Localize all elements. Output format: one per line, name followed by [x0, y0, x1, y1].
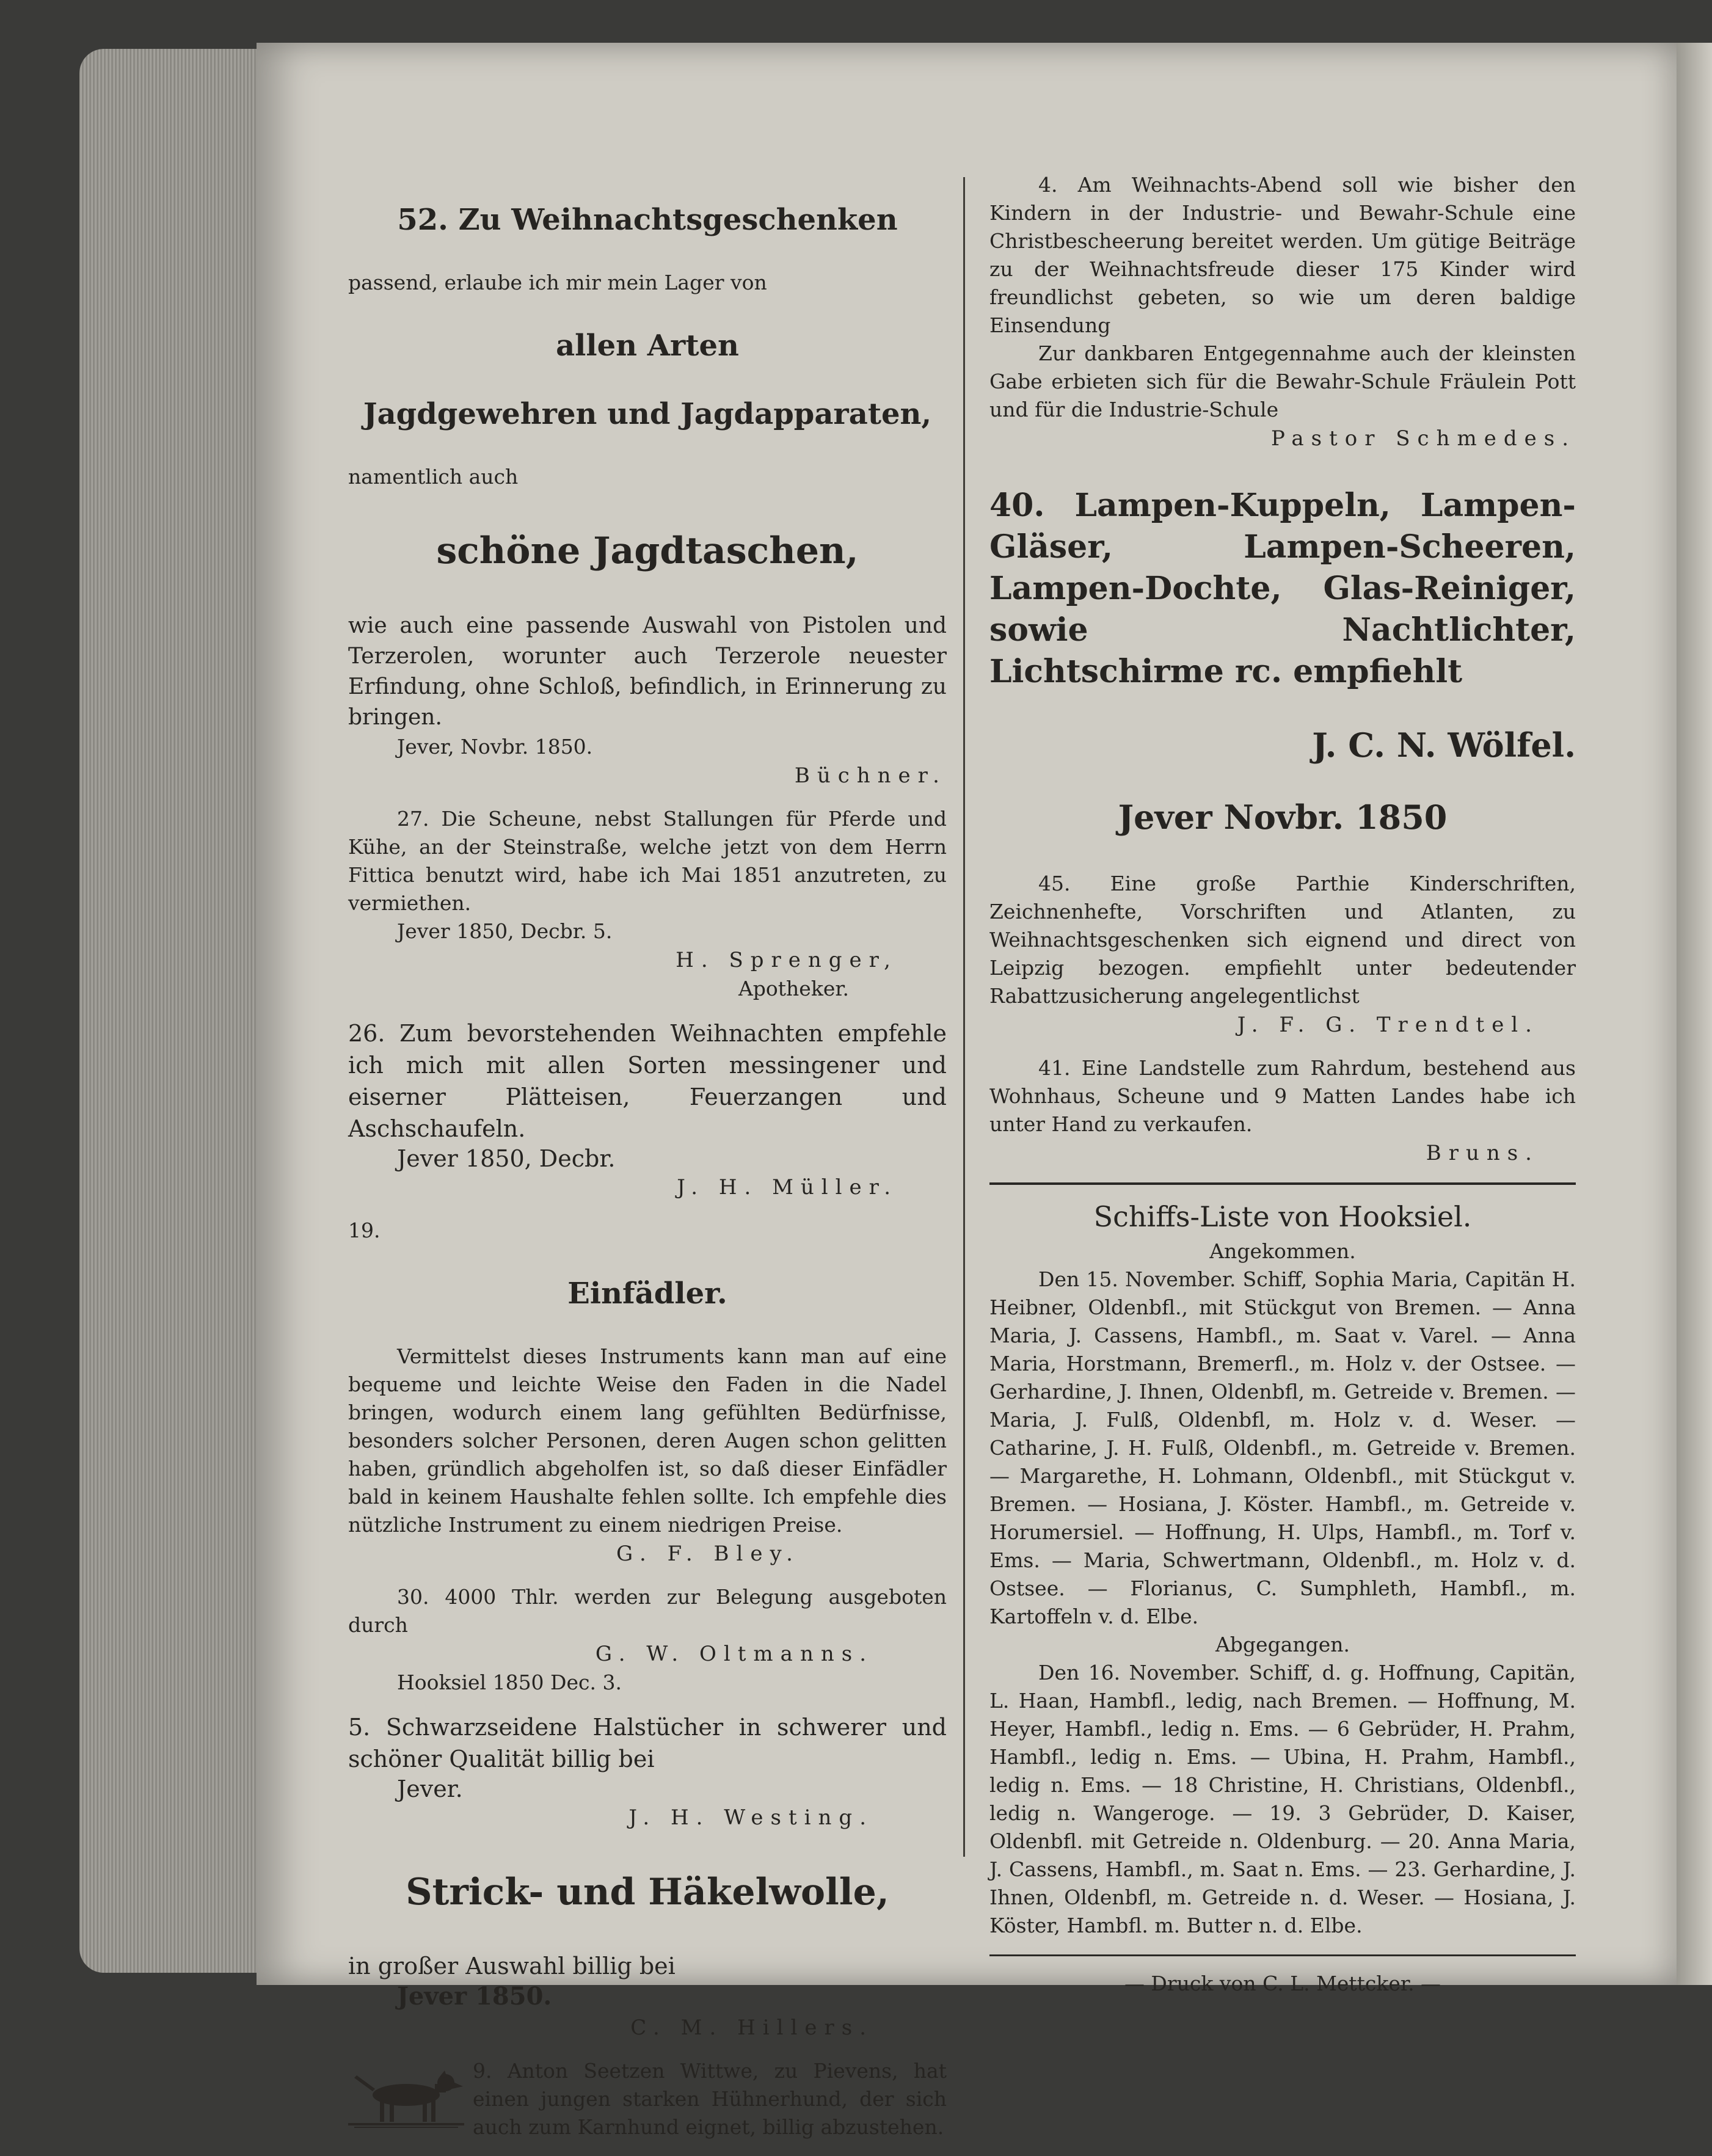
ad-wool-place: Jever 1850. [397, 1982, 552, 2011]
ship-list-title: Schiffs-Liste von Hooksiel. [1093, 1200, 1472, 1233]
ad-9-dog [348, 2057, 947, 2141]
ad-26-place-date: Jever 1850, Decbr. [397, 1145, 616, 1172]
ad-19-title: Einfädler. [567, 1276, 727, 1311]
ad-40-body: 40. Lampen-Kuppeln, Lampen-Gläser, Lampen-Scheeren, Lampen-Dochte, Glas-Reiniger, sowie Nachtlichter, Lichtschirme rc. empfiehlt [989, 487, 1576, 690]
ad-45-signature: J. F. G. Trendtel. [1237, 1013, 1539, 1037]
ad-40-lamps [989, 485, 1576, 837]
ad-5-scarves [348, 1711, 947, 1832]
ad-45-body: 45. Eine große Parthie Kinderschriften, Zeichnenhefte, Vorschriften und Atlanten, zu Weihnachtsgeschenken sich eignend und direct von Leipzig bezogen. empfiehlt unter bedeutender Rabattzusicherung angelegentlichst [989, 872, 1576, 1008]
right-column [989, 171, 1576, 1998]
ship-list [989, 1198, 1576, 1940]
ad-19-threader [348, 1217, 947, 1568]
ad-30-loan [348, 1583, 947, 1697]
ad-19-body: Vermittelst dieses Instruments kann man auf eine bequeme und leichte Weise den Faden in die Nadel bringen, wodurch einem lang gefühlten Bedürfnisse, besonders solcher Personen, deren Augen schon gelitten haben, gründlich abgeholfen ist, so daß dieser Einfädler bald in keinem Haushalte fehlen sollte. Ich empfehle dies nützliche Instrument zu einem niedrigen Preise. [348, 1344, 947, 1537]
ad-4-christmas [989, 171, 1576, 453]
ship-list-arrived: Den 15. November. Schiff, Sophia Maria, Capitän H. Heibner, Oldenbfl., mit Stückgut von Bremen. — Anna Maria, J. Cassens, Hambfl., m. Saat v. Varel. — Anna Maria, Horstmann, Bremerfl., m. Holz v. der Ostsee. — Gerhardine, J. Ihnen, Oldenbfl, m. Getreide v. Bremen. — Maria, J. Fulß, Oldenbfl, m. Holz v. d. Weser. — Catharine, J. H. Fulß, Oldenbfl., m. Getreide v. Bremen. — Margarethe, H. Lohmann, Oldenbfl., mit Stückgut v. Bremen. — Hosiana, J. Köster. Hambfl., m. Getreide v. Horumersiel. — Hoffnung, H. Ulps, Hambfl., m. Torf v. Ems. — Maria, Schwertmann, Oldenbfl., m. Holz v. d. Ostsee. — Florianus, C. Sumphleth, Hambfl., m. Kartoffeln v. d. Elbe. [989, 1267, 1576, 1628]
ad-52-headline: 52. Zu Weihnachtsgeschenken [397, 203, 898, 237]
ship-list-departed-heading: Abgegangen. [1215, 1633, 1350, 1656]
ad-41-estate [989, 1054, 1576, 1168]
ad-5-body: 5. Schwarzseidene Halstücher in schwerer und schöner Qualität billig bei [348, 1714, 947, 1772]
footer-rule [989, 1954, 1576, 1956]
ad-52-subhead: allen Arten [556, 329, 739, 363]
left-column [348, 171, 947, 2156]
ad-52-subhead: schöne Jagdtaschen, [436, 530, 859, 572]
ad-5-signature: J. H. Westing. [628, 1805, 873, 1830]
printer-imprint: — Druck von C. L. Mettcker. — [1124, 1972, 1441, 1995]
ad-wool [348, 1869, 947, 2042]
ad-19-signature: G. F. Bley. [616, 1542, 800, 1566]
ad-27-signature: H. Sprenger, [676, 948, 898, 972]
section-rule [989, 1182, 1576, 1185]
ad-5-place: Jever. [397, 1775, 463, 1802]
ad-26-signature: J. H. Müller. [677, 1175, 898, 1200]
ad-27-body: 27. Die Scheune, nebst Stallungen für Pferde und Kühe, an der Steinstraße, welche jetzt von dem Herrn Fittica benutzt wird, habe ich Mai 1851 anzutreten, zu vermiethen. [348, 807, 947, 915]
ad-40-place-date: Jever Novbr. 1850 [1118, 798, 1448, 837]
ad-52-signature: Büchner. [794, 763, 947, 788]
ad-27-signature-title: Apotheker. [738, 977, 849, 1000]
facing-page-edge [1677, 43, 1712, 1985]
ad-41-body: 41. Eine Landstelle zum Rahrdum, bestehend aus Wohnhaus, Scheune und 9 Matten Landes habe ich unter Hand zu verkaufen. [989, 1056, 1576, 1136]
ad-4-body: 4. Am Weihnachts-Abend soll wie bisher den Kindern in der Industrie- und Bewahr-Schule eine Christbescheerung bereitet werden. Um gütige Beiträge zu der Weihnachtsfreude dieser 175 Kinder wird freundlichst gebeten, so wie um deren baldige Einsendung [989, 173, 1576, 337]
ship-list-arrived-heading: Angekommen. [1209, 1239, 1356, 1263]
ad-27-place-date: Jever 1850, Decbr. 5. [397, 919, 613, 943]
ad-41-signature: Bruns. [1426, 1141, 1539, 1165]
ad-26-body: 26. Zum bevorstehenden Weihnachten empfehle ich mich mit allen Sorten messingener und eiserner Plätteisen, Feuerzangen und Aschschaufeln. [348, 1020, 947, 1142]
column-divider [963, 177, 965, 1857]
ad-52-subhead: Jagdgewehren und Jagdapparaten, [363, 397, 932, 431]
ad-52-place-date: Jever, Novbr. 1850. [397, 735, 593, 759]
ad-30-place-date: Hooksiel 1850 Dec. 3. [397, 1670, 622, 1694]
ad-52-line: namentlich auch [348, 465, 519, 489]
ad-4-body: Zur dankbaren Entgegennahme auch der kleinsten Gabe erbieten sich für die Bewahr-Schule Fräulein Pott und für die Industrie-Schule [989, 341, 1576, 421]
ad-wool-signature: C. M. Hillers. [630, 2016, 873, 2040]
ad-52-hunting [348, 200, 947, 790]
book-page-edges [79, 49, 263, 1973]
ad-40-signature: J. C. N. Wölfel. [1312, 726, 1576, 765]
ad-27-barn [348, 805, 947, 1003]
ad-9-body: 9. Anton Seetzen Wittwe, zu Pievens, hat einen jungen starken Hühnerhund, der sich auch zum Karnhund eignet, billig abzustehen. [473, 2059, 947, 2139]
ad-52-line: passend, erlaube ich mir mein Lager von [348, 271, 767, 294]
ad-30-body: 30. 4000 Thlr. werden zur Belegung ausgeboten durch [348, 1585, 947, 1637]
ad-30-signature: G. W. Oltmanns. [595, 1642, 873, 1666]
ad-19-number: 19. [348, 1218, 381, 1242]
ship-list-departed: Den 16. November. Schiff, d. g. Hoffnung, Capitän, L. Haan, Hambfl., ledig, nach Bremen. — Hoffnung, M. Heyer, Hambfl., ledig n. Ems. — 6 Gebrüder, H. Prahm, Hambfl., ledig n. Ems. — Ubina, H. Prahm, Hambfl., ledig n. Ems. — 18 Christine, H. Christians, Oldenbfl., ledig n. Wangeroge. — 19. 3 Gebrüder, D. Kaiser, Oldenbfl. mit Getreide n. Oldenburg. — 20. Anna Maria, J. Cassens, Hambfl., m. Saat n. Ems. — 23. Gerhardine, J. Ihnen, Oldenbfl, m. Getreide n. d. Weser. — Hosiana, J. Köster, Hambfl. m. Butter n. d. Elbe. [989, 1661, 1576, 1937]
ad-4-signature: Pastor Schmedes. [1271, 426, 1576, 451]
ad-52-body: wie auch eine passende Auswahl von Pistolen und Terzerolen, worunter auch Terzerole neuester Erfindung, ohne Schloß, befindlich, in Erinnerung zu bringen. [348, 613, 947, 730]
ad-45-books [989, 870, 1576, 1040]
dog-illustration [348, 2059, 464, 2133]
ad-wool-line: in großer Auswahl billig bei [348, 1953, 676, 1979]
ad-wool-title: Strick- und Häkelwolle, [406, 1871, 889, 1914]
ad-26-irons [348, 1018, 947, 1202]
